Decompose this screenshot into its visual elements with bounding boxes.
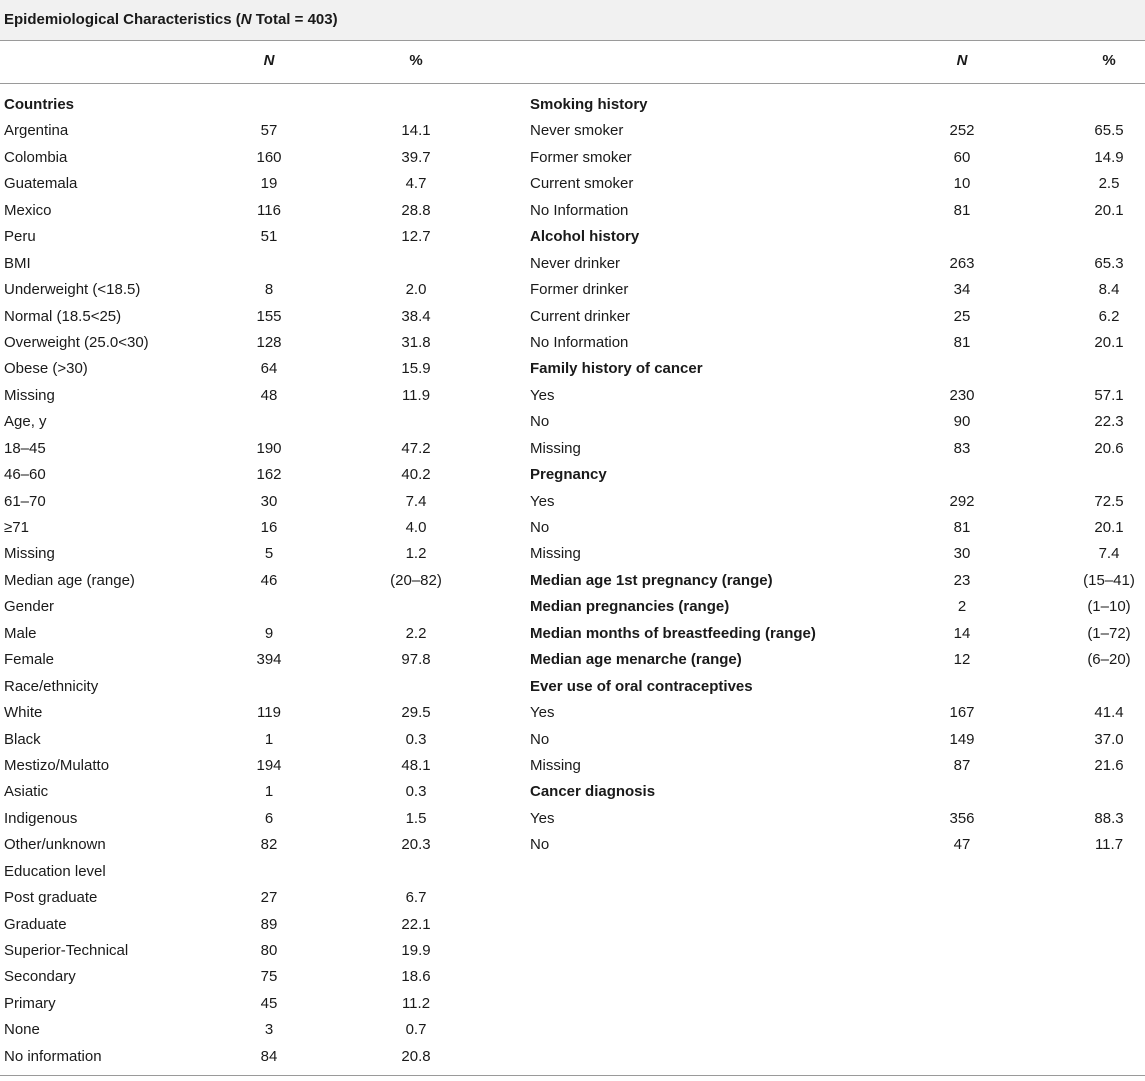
- table-row: [4, 594, 504, 620]
- row-label: Graduate: [4, 915, 67, 933]
- row-pct: 1.2: [405, 545, 427, 563]
- table-row: [4, 118, 504, 144]
- table-row: [530, 436, 1142, 462]
- row-pct: 7.4: [1098, 545, 1120, 563]
- table-row: [4, 251, 504, 277]
- row-pct: 14.9: [1094, 148, 1124, 166]
- table-title-band: [0, 0, 1145, 41]
- row-n: 51: [260, 228, 278, 246]
- row-label: No: [530, 519, 550, 536]
- row-pct: 29.5: [401, 704, 431, 722]
- row-pct: 19.9: [401, 942, 431, 959]
- table-row: [530, 224, 1142, 250]
- row-pct: 20.6: [1094, 439, 1124, 457]
- table-row: [4, 885, 504, 911]
- table-row: [530, 277, 1142, 303]
- row-pct: 11.2: [401, 994, 431, 1012]
- row-n: 75: [260, 968, 278, 986]
- table-row: [4, 991, 504, 1017]
- row-label: Median months of breastfeeding (range): [530, 624, 816, 642]
- row-pct: 31.8: [401, 333, 431, 351]
- row-n: 81: [953, 519, 971, 536]
- table-row: [530, 356, 1142, 382]
- row-n: 160: [256, 148, 282, 166]
- table-row: [530, 700, 1142, 726]
- table-row: [530, 330, 1142, 356]
- row-pct: (15–41): [1083, 571, 1135, 589]
- row-label: Pregnancy: [530, 466, 607, 484]
- row-pct: 4.7: [405, 175, 427, 193]
- row-label: Race/ethnicity: [4, 677, 99, 695]
- table-row: [530, 806, 1142, 832]
- table-title: Epidemiological Characteristics (N Total = 403): [4, 11, 338, 28]
- row-n: 14: [953, 624, 971, 642]
- row-label: Female: [4, 651, 55, 669]
- row-n: 81: [953, 333, 971, 351]
- row-n: 149: [949, 730, 975, 748]
- row-label: ≥71: [4, 519, 29, 536]
- row-pct: 22.3: [1094, 413, 1124, 431]
- table-row: [4, 832, 504, 858]
- table-row: [530, 304, 1142, 330]
- row-n: 64: [260, 360, 278, 378]
- row-n: 252: [949, 122, 975, 140]
- row-pct: 0.7: [405, 1021, 427, 1039]
- table-row: [4, 304, 504, 330]
- table-row: [4, 171, 504, 197]
- row-pct: 97.8: [401, 651, 431, 669]
- row-n: 128: [256, 333, 282, 351]
- row-label: Primary: [4, 994, 56, 1012]
- row-label: Normal (18.5<25): [4, 307, 122, 325]
- table-row: [4, 489, 504, 515]
- row-label: Other/unknown: [4, 836, 106, 854]
- table-row: [530, 462, 1142, 488]
- row-label: No Information: [530, 333, 629, 351]
- row-label: BMI: [4, 254, 31, 272]
- row-n: 30: [953, 545, 971, 563]
- row-label: Post graduate: [4, 889, 98, 907]
- row-n: 47: [953, 836, 971, 854]
- table-row: [4, 647, 504, 673]
- row-n: 116: [257, 201, 281, 219]
- row-n: 263: [949, 254, 975, 272]
- row-pct: 1.5: [405, 809, 427, 827]
- left-column: [4, 92, 504, 1070]
- row-label: Current drinker: [530, 307, 631, 325]
- row-label: Median pregnancies (range): [530, 598, 730, 616]
- row-n: 84: [260, 1047, 278, 1065]
- row-label: Current smoker: [530, 175, 634, 193]
- row-pct: 11.9: [401, 386, 431, 404]
- row-n: 6: [264, 809, 274, 827]
- table-row: [530, 145, 1142, 171]
- row-n: 292: [949, 492, 975, 510]
- row-label: White: [4, 704, 43, 722]
- table-row: [4, 806, 504, 832]
- row-pct: 72.5: [1094, 492, 1124, 510]
- row-label: Gender: [4, 598, 55, 616]
- row-label: Superior-Technical: [4, 942, 129, 959]
- row-n: 34: [953, 281, 971, 299]
- table-row: [4, 1017, 504, 1043]
- row-n: 16: [260, 519, 278, 536]
- row-n: 57: [260, 122, 278, 140]
- row-n: 82: [260, 836, 278, 854]
- row-label: Cancer diagnosis: [530, 783, 656, 801]
- row-n: 30: [260, 492, 278, 510]
- row-label: Black: [4, 730, 41, 748]
- row-pct: 88.3: [1094, 809, 1124, 827]
- row-pct: 20.1: [1094, 201, 1124, 219]
- table-row: [4, 145, 504, 171]
- row-pct: (1–72): [1087, 624, 1131, 642]
- row-pct: 65.3: [1094, 254, 1124, 272]
- row-n: 155: [256, 307, 282, 325]
- table-row: [4, 938, 504, 964]
- right-column: [530, 92, 1142, 859]
- table-row: [530, 171, 1142, 197]
- row-label: Alcohol history: [530, 228, 640, 246]
- row-n: 23: [953, 571, 971, 589]
- row-n: 83: [953, 439, 971, 457]
- table-row: [530, 594, 1142, 620]
- row-n: 162: [256, 466, 282, 484]
- row-pct: 57.1: [1094, 386, 1124, 404]
- row-pct: 20.3: [401, 836, 431, 854]
- row-pct: 21.6: [1094, 756, 1124, 774]
- row-label: Age, y: [4, 413, 47, 431]
- row-n: 12: [953, 651, 971, 669]
- row-n: 9: [264, 624, 274, 642]
- row-n: 19: [260, 175, 278, 193]
- row-label: Argentina: [4, 122, 69, 140]
- row-label: Former drinker: [530, 281, 629, 299]
- row-label: Never smoker: [530, 122, 624, 140]
- row-label: Former smoker: [530, 148, 632, 166]
- row-pct: 4.0: [405, 519, 427, 536]
- row-n: 48: [260, 386, 278, 404]
- table-row: [4, 912, 504, 938]
- row-label: Missing: [4, 545, 55, 563]
- row-n: 1: [264, 783, 274, 801]
- table-row: [4, 330, 504, 356]
- table-row: [4, 409, 504, 435]
- row-pct: 6.7: [405, 889, 427, 907]
- row-n: 167: [949, 704, 975, 722]
- row-pct: 40.2: [401, 466, 431, 484]
- table-row: [530, 118, 1142, 144]
- row-label: None: [4, 1021, 40, 1039]
- row-label: No: [530, 730, 550, 748]
- table-row: [530, 621, 1142, 647]
- row-label: Family history of cancer: [530, 360, 703, 378]
- row-n: 1: [264, 730, 274, 748]
- table-row: [4, 753, 504, 779]
- row-n: 3: [264, 1021, 274, 1039]
- row-label: Guatemala: [4, 175, 78, 193]
- row-pct: 65.5: [1094, 122, 1124, 140]
- row-label: Underweight (<18.5): [4, 281, 141, 299]
- row-n: 90: [953, 413, 971, 431]
- row-n: 46: [260, 571, 278, 589]
- row-label: Colombia: [4, 148, 68, 166]
- row-label: Yes: [530, 704, 555, 722]
- row-pct: (6–20): [1087, 651, 1131, 669]
- table-row: [4, 541, 504, 567]
- row-label: Ever use of oral contraceptives: [530, 677, 753, 695]
- table-row: [530, 515, 1142, 541]
- row-pct: 20.1: [1094, 519, 1124, 536]
- table-row: [530, 568, 1142, 594]
- row-pct: 20.8: [401, 1047, 431, 1065]
- row-n: 194: [256, 756, 282, 774]
- row-pct: 2.2: [405, 624, 427, 642]
- row-label: Yes: [530, 492, 555, 510]
- table-row: [530, 383, 1142, 409]
- table-row: [4, 700, 504, 726]
- row-pct: 18.6: [401, 968, 431, 986]
- table-row: [530, 779, 1142, 805]
- row-n: 89: [260, 915, 278, 933]
- row-pct: 22.1: [401, 915, 431, 933]
- row-label: Secondary: [4, 968, 76, 986]
- table-row: [530, 198, 1142, 224]
- row-pct: 15.9: [401, 360, 431, 378]
- table-row: [530, 541, 1142, 567]
- row-label: 61–70: [4, 492, 46, 510]
- row-label: Yes: [530, 809, 555, 827]
- row-pct: 39.7: [401, 148, 431, 166]
- row-label: Median age (range): [4, 571, 135, 589]
- row-n: 87: [953, 756, 971, 774]
- row-label: Peru: [4, 228, 36, 246]
- row-label: Missing: [4, 386, 55, 404]
- row-label: Countries: [4, 96, 75, 113]
- table-row: [530, 647, 1142, 673]
- row-pct: (20–82): [390, 571, 442, 589]
- row-label: Indigenous: [4, 809, 78, 827]
- row-label: No: [530, 413, 550, 431]
- table-row: [530, 753, 1142, 779]
- table-row: [4, 674, 504, 700]
- row-n: 394: [256, 651, 282, 669]
- row-pct: 14.1: [401, 122, 431, 140]
- table-row: [4, 515, 504, 541]
- table-row: [4, 224, 504, 250]
- row-pct: (1–10): [1087, 598, 1131, 616]
- table-row: [4, 779, 504, 805]
- row-label: Mexico: [4, 201, 52, 219]
- table-row: [530, 409, 1142, 435]
- row-label: Never drinker: [530, 254, 621, 272]
- row-label: Median age menarche (range): [530, 651, 742, 669]
- row-pct: 11.7: [1094, 836, 1124, 854]
- row-label: Median age 1st pregnancy (range): [530, 571, 773, 589]
- row-pct: 47.2: [401, 439, 431, 457]
- row-pct: 7.4: [405, 492, 427, 510]
- row-pct: 0.3: [405, 783, 427, 801]
- row-pct: 0.3: [405, 730, 427, 748]
- table-row: [4, 727, 504, 753]
- row-n: 2: [957, 598, 967, 616]
- row-label: 18–45: [4, 439, 46, 457]
- row-n: 356: [949, 809, 975, 827]
- row-n: 81: [953, 201, 971, 219]
- row-label: Asiatic: [4, 783, 49, 801]
- table-row: [4, 964, 504, 990]
- row-n: 80: [260, 942, 278, 959]
- table-row: [4, 92, 504, 118]
- table-row: [4, 277, 504, 303]
- title-italic-n: N: [240, 11, 252, 28]
- row-pct: 2.5: [1098, 175, 1120, 193]
- row-label: Mestizo/Mulatto: [4, 756, 110, 774]
- table-row: [530, 92, 1142, 118]
- table-row: [4, 198, 504, 224]
- table-row: [530, 727, 1142, 753]
- row-pct: 48.1: [401, 756, 431, 774]
- row-label: Education level: [4, 862, 106, 880]
- row-label: 46–60: [4, 466, 46, 484]
- table-row: [4, 436, 504, 462]
- row-n: 230: [949, 386, 975, 404]
- row-label: Missing: [530, 545, 581, 563]
- row-n: 8: [264, 281, 274, 299]
- right-n-header: N: [956, 52, 968, 69]
- row-label: Male: [4, 624, 37, 642]
- row-n: 25: [953, 307, 971, 325]
- row-label: Obese (>30): [4, 360, 88, 378]
- table-row: [4, 859, 504, 885]
- table-row: [530, 251, 1142, 277]
- row-n: 10: [953, 175, 971, 193]
- row-label: No Information: [530, 201, 629, 219]
- row-label: Overweight (25.0<30): [4, 333, 149, 351]
- row-pct: 12.7: [401, 228, 431, 246]
- row-n: 60: [953, 148, 971, 166]
- table-row: [4, 621, 504, 647]
- row-pct: 37.0: [1094, 730, 1124, 748]
- row-pct: 8.4: [1098, 281, 1120, 299]
- row-pct: 41.4: [1094, 704, 1124, 722]
- row-pct: 20.1: [1094, 333, 1124, 351]
- row-n: 27: [260, 889, 278, 907]
- table-row: [4, 383, 504, 409]
- table-row: [4, 568, 504, 594]
- left-n-header: N: [263, 52, 275, 69]
- row-label: Smoking history: [530, 96, 648, 113]
- row-label: No information: [4, 1047, 102, 1065]
- row-n: 119: [257, 704, 281, 722]
- row-n: 190: [256, 439, 282, 457]
- table-row: [530, 489, 1142, 515]
- table-row: [4, 1044, 504, 1070]
- row-n: 45: [260, 994, 278, 1012]
- row-n: 5: [264, 545, 274, 563]
- row-pct: 28.8: [401, 201, 431, 219]
- row-label: No: [530, 836, 550, 854]
- row-label: Missing: [530, 756, 581, 774]
- bottom-rule: [0, 1075, 1145, 1076]
- row-pct: 6.2: [1098, 307, 1120, 325]
- row-pct: 38.4: [401, 307, 431, 325]
- table-row: [530, 832, 1142, 858]
- table-row: [530, 674, 1142, 700]
- row-pct: 2.0: [405, 281, 427, 299]
- table-row: [4, 356, 504, 382]
- left-pct-header: %: [409, 52, 423, 69]
- row-label: Yes: [530, 386, 555, 404]
- right-pct-header: %: [1102, 52, 1116, 69]
- row-label: Missing: [530, 439, 581, 457]
- table-row: [4, 462, 504, 488]
